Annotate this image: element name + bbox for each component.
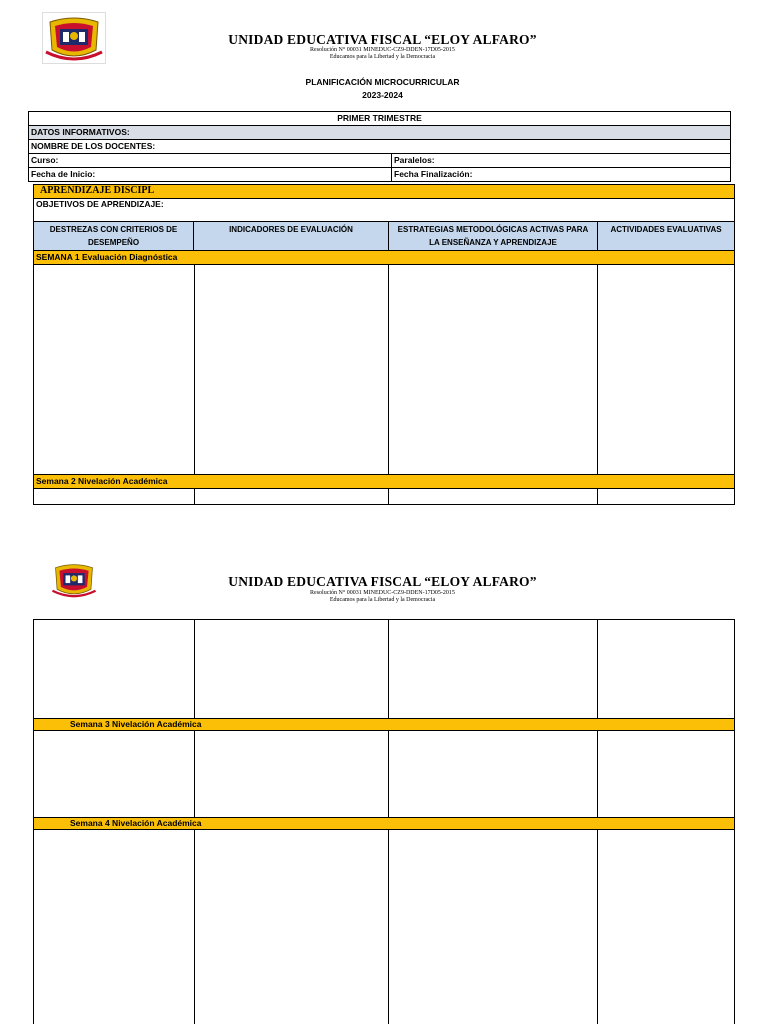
week-1-row: SEMANA 1 Evaluación Diagnóstica xyxy=(33,250,735,265)
section-title: APRENDIZAJE DISCIPL xyxy=(33,184,735,199)
school-year: 2023-2024 xyxy=(362,90,403,100)
school-name-page-2: UNIDAD EDUCATIVA FISCAL “ELOY ALFARO” xyxy=(228,574,537,589)
resolution-text: Resolución N° 00031 MINEDUC-CZ9-DDEN-17D05-2015 xyxy=(310,47,455,53)
col-header-actividades: ACTIVIDADES EVALUATIVAS xyxy=(597,221,735,251)
week-2-grid xyxy=(33,488,735,505)
fecha-fin-field: Fecha Finalización: xyxy=(391,167,731,182)
resolution-text-page-2: Resolución N° 00031 MINEDUC-CZ9-DDEN-17D05-2015 xyxy=(310,590,455,596)
col-header-indicadores: INDICADORES DE EVALUACIÓN xyxy=(193,221,389,251)
col-header-estrategias: ESTRATEGIAS METODOLÓGICAS ACTIVAS PARA LA ENSEÑANZA Y APRENDIZAJE xyxy=(388,221,598,251)
week-3-row: Semana 3 Nivelación Académica xyxy=(33,718,735,731)
motto-text-page-2: Educamos para la Libertad y la Democracia xyxy=(329,597,436,603)
week-4-grid xyxy=(33,829,735,1024)
week-3-grid xyxy=(33,730,735,818)
week-2-row: Semana 2 Nivelación Académica xyxy=(33,474,735,489)
fecha-inicio-field: Fecha de Inicio: xyxy=(28,167,392,182)
curso-field: Curso: xyxy=(28,153,392,168)
document-title: PLANIFICACIÓN MICROCURRICULAR xyxy=(305,77,460,87)
school-name: UNIDAD EDUCATIVA FISCAL “ELOY ALFARO” xyxy=(228,32,537,47)
col-header-destrezas: DESTREZAS CON CRITERIOS DE DESEMPEÑO xyxy=(33,221,194,251)
continuation-grid xyxy=(33,619,735,719)
week-4-row: Semana 4 Nivelación Académica xyxy=(33,817,735,830)
trimester-row: PRIMER TRIMESTRE xyxy=(28,111,731,126)
datos-informativos-row: DATOS INFORMATIVOS: xyxy=(28,125,731,140)
motto-text: Educamos para la Libertad y la Democracia xyxy=(329,54,436,60)
school-crest-icon xyxy=(42,12,106,64)
school-crest-icon xyxy=(46,560,102,600)
objetivos-row: OBJETIVOS DE APRENDIZAJE: xyxy=(33,198,735,222)
docentes-row: NOMBRE DE LOS DOCENTES: xyxy=(28,139,731,154)
week-1-grid xyxy=(33,264,735,475)
paralelos-field: Paralelos: xyxy=(391,153,731,168)
